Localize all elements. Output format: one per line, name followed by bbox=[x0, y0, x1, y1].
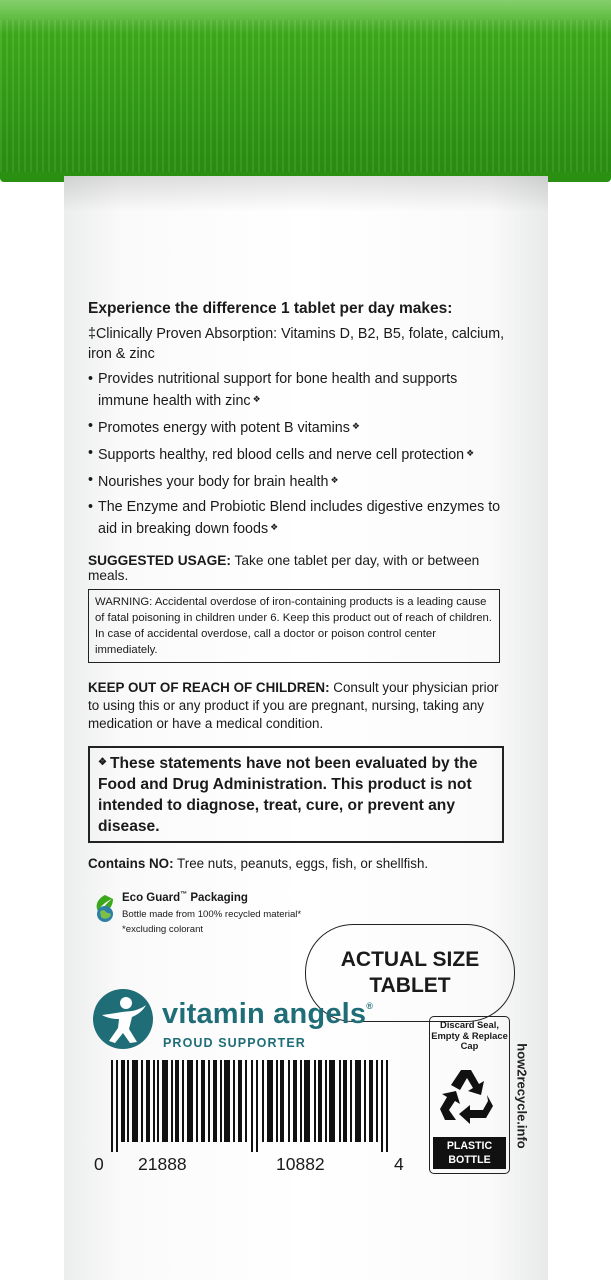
barcode-digit-right: 4 bbox=[394, 1154, 404, 1174]
cap-ridges bbox=[0, 20, 611, 172]
disclaimer-symbol: ❖ bbox=[466, 448, 475, 458]
recycle-website: how2recycle.info bbox=[514, 1043, 530, 1149]
angel-person-icon bbox=[92, 988, 154, 1050]
eco-guard-title: Eco Guard™ Packaging bbox=[122, 891, 248, 904]
bullet-marker: • bbox=[88, 418, 94, 434]
cap-highlight bbox=[0, 0, 611, 34]
benefit-text: Supports healthy, red blood cells and nerve cell protection bbox=[98, 447, 465, 463]
upc-barcode bbox=[111, 1060, 401, 1152]
allergen-statement bbox=[88, 856, 512, 871]
contains-no-text: Tree nuts, peanuts, eggs, fish, or shellfish. bbox=[177, 856, 429, 871]
bottle-text: BOTTLE bbox=[448, 1154, 491, 1166]
bottle-cap bbox=[0, 0, 611, 182]
benefit-item bbox=[88, 416, 512, 438]
eco-guard-badge bbox=[92, 890, 352, 940]
benefit-text: Promotes energy with potent B vitamins bbox=[98, 420, 350, 436]
fda-statement-text: These statements have not been evaluated by the Food and Drug Administration. This product is not intended to diagnose, treat, cure, or prevent any disease. bbox=[98, 755, 478, 835]
benefit-text: The Enzyme and Probiotic Blend includes digestive enzymes to aid in breaking down foods bbox=[98, 499, 501, 537]
recycle-instructions: Discard Seal, Empty & Replace Cap bbox=[431, 1019, 508, 1051]
plastic-bottle-badge bbox=[433, 1137, 506, 1169]
contains-no-label: Contains NO: bbox=[88, 856, 174, 871]
disclaimer-symbol: ❖ bbox=[330, 475, 339, 485]
benefit-text: Nourishes your body for brain health bbox=[98, 474, 329, 490]
vitamin-angels-logo bbox=[92, 988, 392, 1058]
suggested-usage bbox=[88, 553, 512, 583]
bullet-marker: • bbox=[88, 371, 94, 387]
bullet-marker: • bbox=[88, 499, 94, 515]
plastic-text: PLASTIC bbox=[446, 1140, 493, 1152]
fda-statement-box bbox=[88, 746, 504, 843]
benefit-item bbox=[88, 470, 512, 492]
benefit-item bbox=[88, 497, 512, 539]
tablet-label-line1: ACTUAL SIZE bbox=[340, 948, 480, 971]
eco-guard-footnote: *excluding colorant bbox=[122, 924, 204, 935]
benefit-marker: ‡ bbox=[88, 326, 96, 342]
intro-heading: Experience the difference 1 tablet per day makes: bbox=[88, 300, 453, 317]
barcode-digit-left: 0 bbox=[94, 1154, 104, 1174]
benefit-text: Provides nutritional support for bone health and supports immune health with zinc bbox=[98, 371, 458, 409]
keep-out-text: Consult your physician prior to using this or any product if you are pregnant, nursing, taking any medication or have a medical condition. bbox=[88, 680, 499, 731]
vitamin-angels-name: vitamin angels® bbox=[162, 998, 374, 1030]
benefit-item bbox=[88, 443, 512, 465]
bullet-marker: • bbox=[88, 445, 94, 461]
disclaimer-symbol: ❖ bbox=[351, 421, 360, 431]
barcode-digits-group1: 21888 bbox=[138, 1154, 187, 1174]
suggested-usage-text: Take one tablet per day, with or between meals. bbox=[88, 553, 480, 583]
keep-out-notice bbox=[88, 679, 512, 733]
cap-shadow bbox=[64, 176, 548, 212]
vitamin-angels-tagline: PROUD SUPPORTER bbox=[163, 1036, 306, 1050]
disclaimer-symbol: ❖ bbox=[252, 394, 261, 404]
benefit-text: Clinically Proven Absorption: Vitamins D, B2, B5, folate, calcium, iron & zinc bbox=[88, 326, 505, 362]
bullet-marker: • bbox=[88, 472, 94, 488]
barcode-digits-group2: 10882 bbox=[276, 1154, 325, 1174]
recycle-icon bbox=[437, 1062, 501, 1128]
disclaimer-symbol: ❖ bbox=[98, 757, 107, 768]
recycle-label-box bbox=[429, 1016, 510, 1174]
eco-globe-icon bbox=[92, 893, 118, 923]
eco-guard-detail: Bottle made from 100% recycled material* bbox=[122, 909, 302, 920]
keep-out-label: KEEP OUT OF REACH OF CHILDREN: bbox=[88, 680, 330, 695]
benefit-item bbox=[88, 324, 512, 364]
disclaimer-symbol: ❖ bbox=[270, 522, 279, 532]
product-label bbox=[88, 300, 512, 871]
benefit-item bbox=[88, 369, 512, 411]
tablet-label-line2: TABLET bbox=[369, 974, 451, 997]
suggested-usage-label: SUGGESTED USAGE: bbox=[88, 553, 231, 568]
iron-warning-box: WARNING: Accidental overdose of iron-containing products is a leading cause of fatal poisoning in children under 6. Keep this product out of reach of children. In case of accidental overdose, call a doctor or poison control center immediately. bbox=[88, 589, 500, 663]
